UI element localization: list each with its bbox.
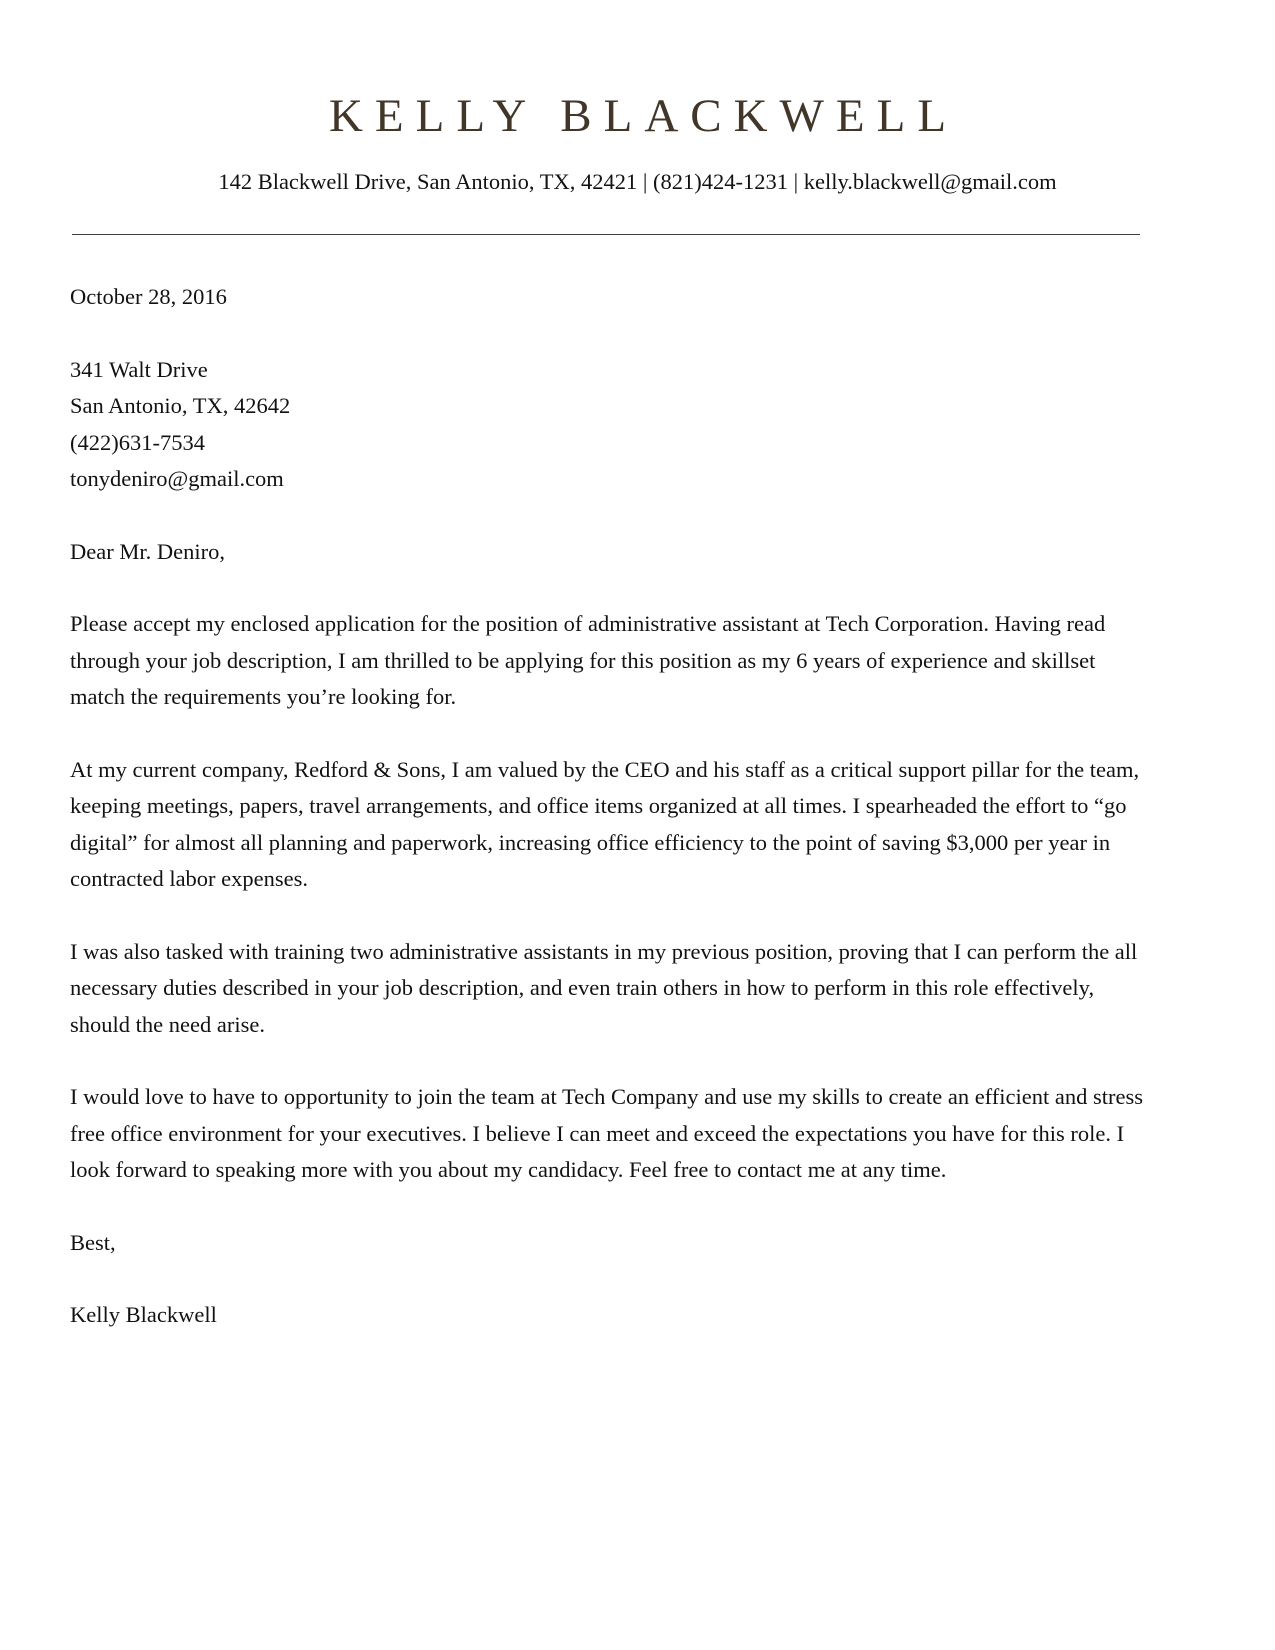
recipient-email: tonydeniro@gmail.com	[70, 466, 284, 492]
closing-salutation: Best,	[70, 1229, 116, 1255]
letter-date: October 28, 2016	[70, 284, 227, 310]
header-divider	[72, 234, 1140, 235]
recipient-address-block	[70, 352, 1203, 498]
header-rule-container	[0, 234, 1275, 235]
recipient-phone: (422)631-7534	[70, 429, 205, 455]
page-title: KELLY BLACKWELL	[328, 90, 959, 142]
letterhead	[0, 0, 1275, 235]
recipient-city-state-zip: San Antonio, TX, 42642	[70, 393, 291, 419]
letter-body	[0, 279, 1275, 1334]
body-paragraph-1: Please accept my enclosed application for the position of administrative assistant at Tech Corporation. Having read through your job description, I am thrilled to be applying for this position as my 6 years of experience and skillset match the requirements you’re looking for.	[70, 611, 1106, 710]
body-paragraph-2: At my current company, Redford & Sons, I am valued by the CEO and his staff as a critical support pillar for the team, keeping meetings, papers, travel arrangements, and office items organized at all times. I spearheaded the effort to “go digital” for almost all planning and paperwork, increasing office efficiency to the point of saving $3,000 per year in contracted labor expenses.	[70, 756, 1140, 892]
contact-info-line: 142 Blackwell Drive, San Antonio, TX, 42421 | (821)424-1231 | kelly.blackwell@gmail.com	[218, 169, 1057, 195]
signature-name: Kelly Blackwell	[70, 1302, 217, 1328]
recipient-street: 341 Walt Drive	[70, 356, 208, 382]
body-paragraph-4: I would love to have to opportunity to join the team at Tech Company and use my skills to create an efficient and stress free office environment for your executives. I believe I can meet and exceed the expectations you have for this role. I look forward to speaking more with you about my candidacy. Feel free to contact me at any time.	[70, 1084, 1143, 1183]
salutation: Dear Mr. Deniro,	[70, 538, 225, 564]
body-paragraph-3: I was also tasked with training two administrative assistants in my previous position, proving that I can perform the all necessary duties described in your job description, and even train others in how to perform in this role effectively, should the need arise.	[70, 938, 1138, 1037]
